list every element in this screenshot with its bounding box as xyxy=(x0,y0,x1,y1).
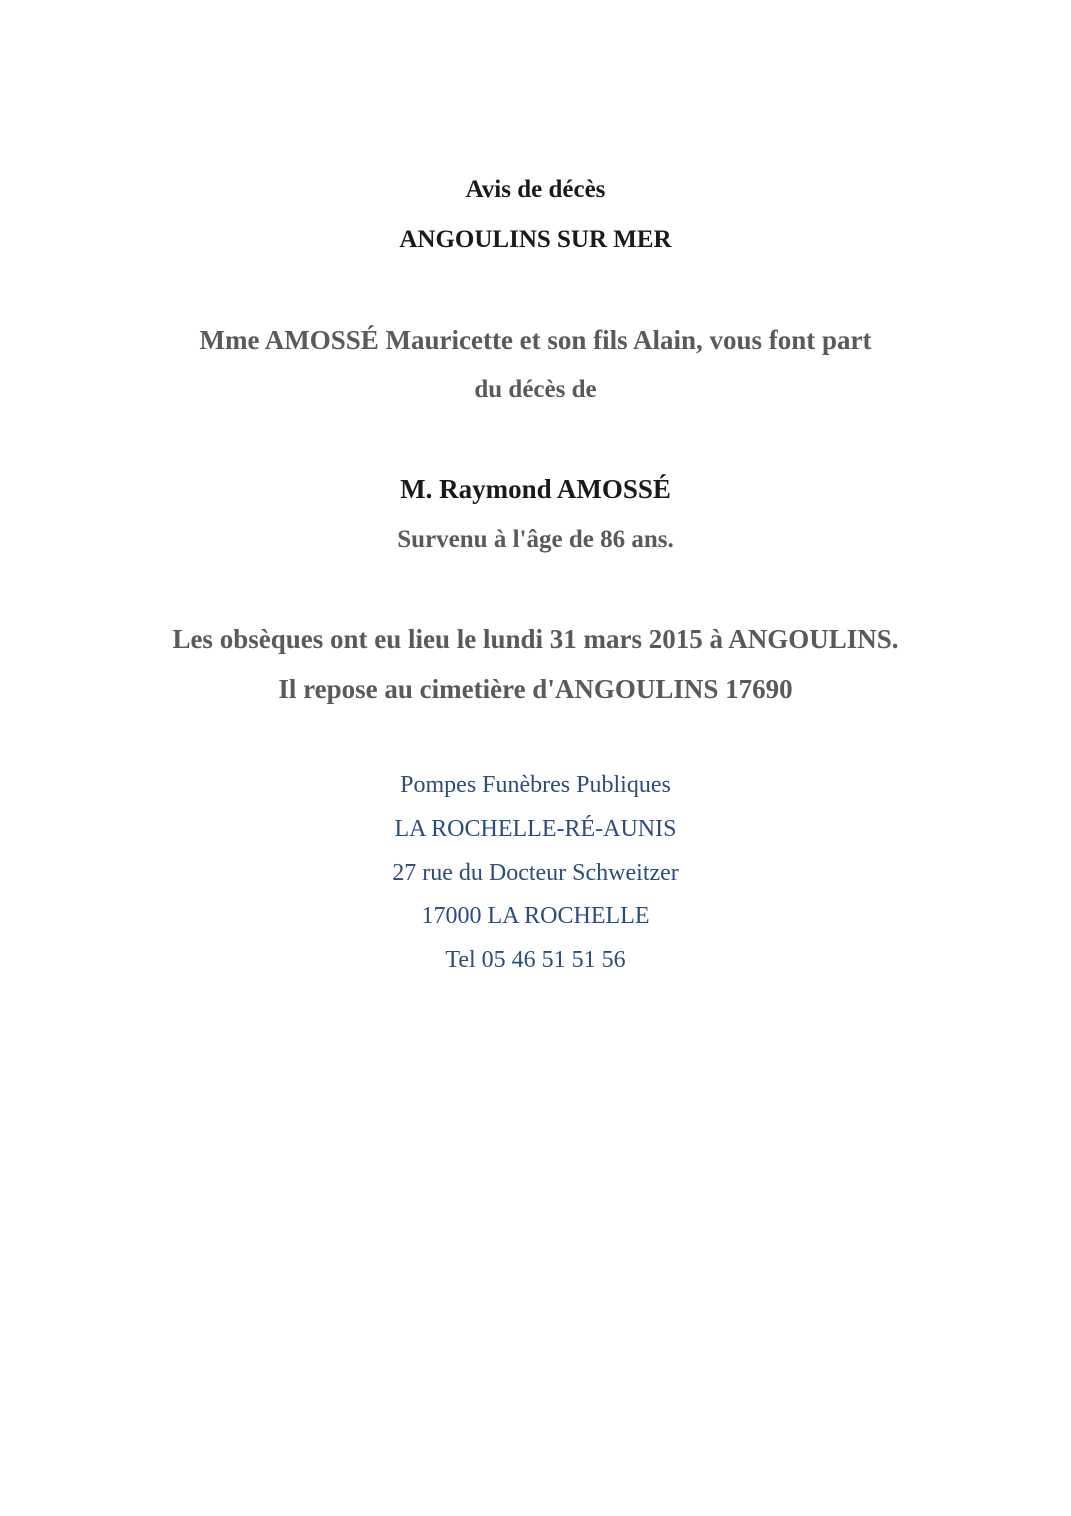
funeral-home-name: Pompes Funèbres Publiques xyxy=(400,772,671,798)
funeral-home-branch: LA ROCHELLE-RÉ-AUNIS xyxy=(394,816,677,842)
announcement-line-1: Mme AMOSSÉ Mauricette et son fils Alain, vous font part xyxy=(199,325,872,355)
funeral-line-2: Il repose au cimetière d'ANGOULINS 17690 xyxy=(278,674,793,704)
announcement-line-2: du décès de xyxy=(474,376,597,403)
notice-title: Avis de décès xyxy=(465,176,606,203)
funeral-home-phone: Tel 05 46 51 51 56 xyxy=(445,947,626,973)
deceased-age: Survenu à l'âge de 86 ans. xyxy=(397,526,674,553)
funeral-line-1: Les obsèques ont eu lieu le lundi 31 mars 2015 à ANGOULINS. xyxy=(172,624,899,654)
funeral-home-street: 27 rue du Docteur Schweitzer xyxy=(392,860,679,886)
deceased-name: M. Raymond AMOSSÉ xyxy=(400,474,671,504)
notice-location: ANGOULINS SUR MER xyxy=(399,226,672,253)
funeral-home-city: 17000 LA ROCHELLE xyxy=(421,903,650,929)
